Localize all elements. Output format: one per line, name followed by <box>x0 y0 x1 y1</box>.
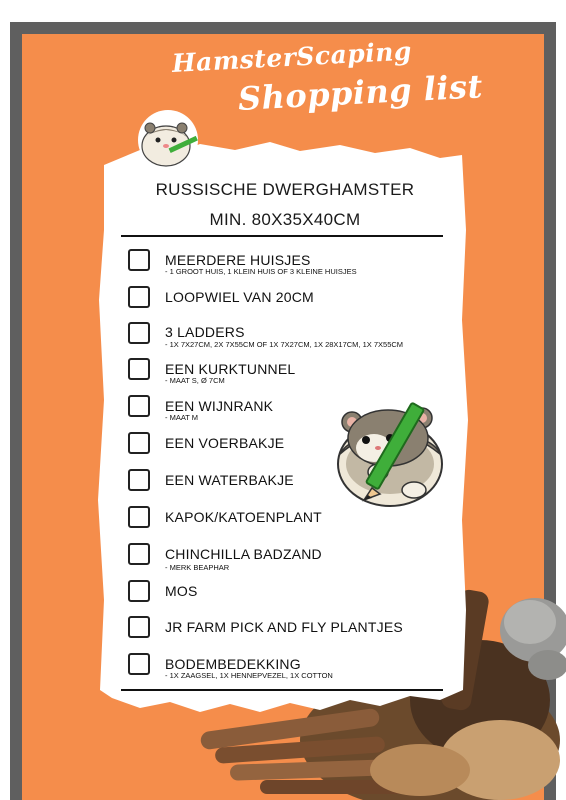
brand-title-line2: Shopping list <box>237 67 484 118</box>
item-10-label: MOS <box>165 583 198 599</box>
brand-title-line1: HamsterScaping <box>171 36 413 78</box>
checkbox-item-7[interactable] <box>128 469 150 491</box>
item-12-note: - 1X ZAAGSEL, 1X HENNEPVEZEL, 1X COTTON <box>165 671 333 680</box>
checkbox-item-1[interactable] <box>128 249 150 271</box>
item-9-note: - MERK BEAPHAR <box>165 563 230 572</box>
item-4-label: EEN KURKTUNNEL <box>165 361 296 377</box>
item-5-note: - MAAT M <box>165 413 199 422</box>
item-8-label: KAPOK/KATOENPLANT <box>165 509 322 525</box>
checkbox-item-3[interactable] <box>128 322 150 344</box>
checkbox-item-6[interactable] <box>128 432 150 454</box>
top-divider <box>121 235 443 237</box>
item-3-label: 3 LADDERS <box>165 324 245 340</box>
item-7-label: EEN WATERBAKJE <box>165 472 294 488</box>
checkbox-item-2[interactable] <box>128 286 150 308</box>
checkbox-item-10[interactable] <box>128 580 150 602</box>
checkbox-item-12[interactable] <box>128 653 150 675</box>
item-1-note: - 1 GROOT HUIS, 1 KLEIN HUIS OF 3 KLEINE HUISJES <box>165 267 357 276</box>
item-3-note: - 1X 7X27CM, 2X 7X55CM OF 1X 7X27CM, 1X 28X17CM, 1X 7X55CM <box>165 340 404 349</box>
hamster-with-pencil-icon <box>330 392 450 512</box>
item-5-label: EEN WIJNRANK <box>165 398 274 414</box>
item-12-label: BODEMBEDEKKING <box>165 656 301 672</box>
checkbox-item-4[interactable] <box>128 358 150 380</box>
item-6-label: EEN VOERBAKJE <box>165 435 285 451</box>
item-2-label: LOOPWIEL VAN 20CM <box>165 289 314 305</box>
checkbox-item-11[interactable] <box>128 616 150 638</box>
item-9-label: CHINCHILLA BADZAND <box>165 546 322 562</box>
checkbox-item-9[interactable] <box>128 543 150 565</box>
item-4-note: - MAAT S, Ø 7CM <box>165 376 225 385</box>
hamster-logo-icon <box>128 108 208 172</box>
cage-size-heading: MIN. 80X35X40CM <box>209 210 361 229</box>
bottom-divider <box>121 689 443 691</box>
item-11-label: JR FARM PICK AND FLY PLANTJES <box>165 619 403 635</box>
checkbox-item-5[interactable] <box>128 395 150 417</box>
hamster-species-heading: RUSSISCHE DWERGHAMSTER <box>155 180 415 199</box>
item-1-label: MEERDERE HUISJES <box>165 252 311 268</box>
checkbox-item-8[interactable] <box>128 506 150 528</box>
